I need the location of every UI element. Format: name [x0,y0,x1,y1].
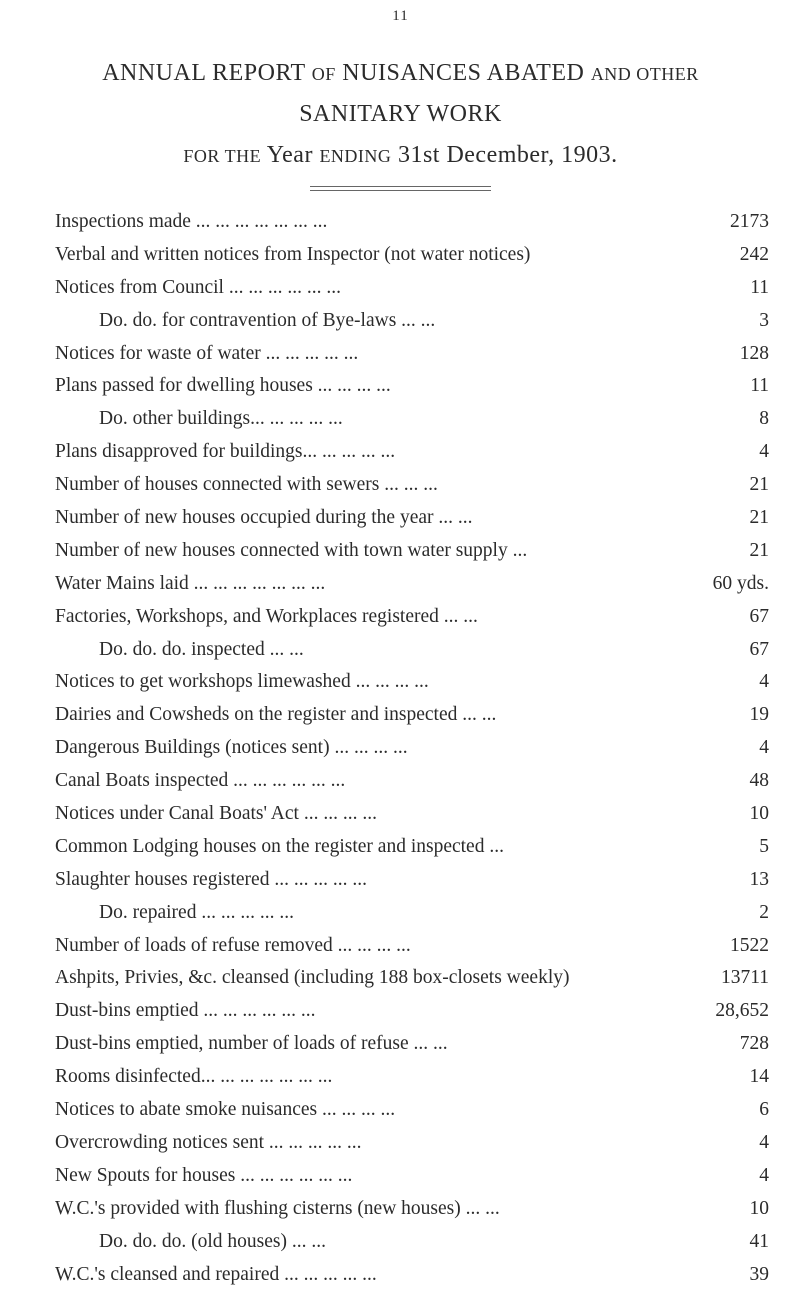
row-value: 67 [749,605,769,627]
row-value: 4 [759,441,769,463]
row-label: Verbal and written notices from Inspector (not water notices) [55,243,531,265]
report-row [55,435,769,468]
report-row [55,896,769,929]
report-row [55,567,769,600]
sanitary-work-list [55,205,769,1290]
report-row [55,731,769,764]
title-of: OF [311,64,336,84]
row-label: Slaughter houses registered ... ... ... ... ... [55,868,367,890]
report-row [55,271,769,304]
report-row [55,534,769,567]
page-number: 11 [392,8,409,24]
row-label: Rooms disinfected... ... ... ... ... ... ... [55,1066,333,1088]
subtitle-year: Year [261,142,320,168]
subtitle-for-the: FOR THE [183,146,262,166]
row-value: 242 [739,243,769,265]
row-value: 11 [750,375,769,397]
row-value: 10 [749,1197,769,1219]
row-value: 13 [749,868,769,890]
row-label: Number of houses connected with sewers ... ... ... [55,474,438,496]
row-label: Plans disapproved for buildings... ... ... ... ... [55,441,396,463]
row-value: 28,652 [715,1000,769,1022]
report-subtitle [0,142,801,169]
report-row [55,600,769,633]
row-value: 6 [759,1099,769,1121]
row-value: 13711 [720,967,769,989]
row-value: 14 [749,1066,769,1088]
subtitle-ending: ENDING [319,146,392,166]
row-label: Do. repaired ... ... ... ... ... [99,901,294,923]
row-label: Notices for waste of water ... ... ... ... ... [55,342,359,364]
row-label: Number of new houses occupied during the year ... ... [55,507,473,529]
row-label: Do. do. do. (old houses) ... ... [99,1230,326,1252]
row-value: 21 [749,539,769,561]
report-row [55,830,769,863]
row-label: Dust-bins emptied ... ... ... ... ... ... [55,1000,316,1022]
row-value: 3 [759,309,769,331]
row-label: Notices to get workshops limewashed ... ... ... ... [55,671,429,693]
row-value: 4 [759,1164,769,1186]
row-value: 4 [759,671,769,693]
row-value: 728 [739,1033,769,1055]
report-title-line-1 [0,60,801,87]
report-row [55,1225,769,1258]
report-row [55,665,769,698]
report-row [55,501,769,534]
row-label: Number of new houses connected with town water supply ... [55,539,528,561]
row-value: 39 [749,1263,769,1285]
row-label: Do. other buildings... ... ... ... ... [99,408,343,430]
row-label: New Spouts for houses ... ... ... ... ... ... [55,1164,353,1186]
report-row [55,1093,769,1126]
row-value: 5 [759,835,769,857]
row-label: Factories, Workshops, and Workplaces registered ... ... [55,605,478,627]
report-row [55,337,769,370]
row-label: Do. do. for contravention of Bye-laws ... ... [99,309,436,331]
row-value: 10 [749,803,769,825]
report-row [55,994,769,1027]
row-label: Ashpits, Privies, &c. cleansed (including 188 box-closets weekly) [55,967,570,989]
report-row [55,633,769,666]
row-value: 128 [739,342,769,364]
report-row [55,402,769,435]
report-row [55,764,769,797]
report-row [55,369,769,402]
report-row [55,1060,769,1093]
row-value: 2173 [730,211,769,232]
row-label: Plans passed for dwelling houses ... ... ... ... [55,375,391,397]
row-label: W.C.'s provided with flushing cisterns (new houses) ... ... [55,1197,500,1219]
report-row [55,205,769,238]
double-rule-top [310,186,491,187]
row-label: Canal Boats inspected ... ... ... ... ... ... [55,770,346,792]
row-label: Notices under Canal Boats' Act ... ... ... ... [55,803,377,825]
row-value: 19 [749,704,769,726]
report-row [55,1126,769,1159]
row-label: Notices to abate smoke nuisances ... ... ... ... [55,1099,396,1121]
row-value: 1522 [730,934,769,956]
row-label: Dangerous Buildings (notices sent) ... ... ... ... [55,737,408,759]
report-row [55,929,769,962]
row-value: 4 [759,1131,769,1153]
report-row [55,1258,769,1291]
row-label: Dust-bins emptied, number of loads of refuse ... ... [55,1033,448,1055]
row-value: 2 [759,901,769,923]
report-row [55,1192,769,1225]
report-row [55,698,769,731]
title-and-other: AND OTHER [590,64,699,84]
row-label: Do. do. do. inspected ... ... [99,638,304,660]
report-row [55,468,769,501]
row-value: 41 [749,1230,769,1252]
row-value: 11 [750,276,769,298]
title-nuisances-abated: NUISANCES ABATED [335,60,591,86]
report-row [55,1159,769,1192]
report-row [55,961,769,994]
report-row [55,1027,769,1060]
row-value: 48 [749,770,769,792]
subtitle-date: 31st December, 1903. [391,142,618,168]
report-row [55,797,769,830]
title-annual-report: ANNUAL REPORT [102,60,312,86]
row-label: Dairies and Cowsheds on the register and inspected ... ... [55,704,497,726]
row-label: Number of loads of refuse removed ... ... ... ... [55,934,411,956]
row-value: 67 [749,638,769,660]
report-row [55,238,769,271]
row-label: Overcrowding notices sent ... ... ... ... ... [55,1131,362,1153]
report-row [55,863,769,896]
row-label: Water Mains laid ... ... ... ... ... ... ... [55,572,326,594]
row-label: Inspections made ... ... ... ... ... ... ... [55,211,328,232]
report-row [55,304,769,337]
report-title-line-2: SANITARY WORK [299,101,502,127]
row-value: 8 [759,408,769,430]
row-value: 60 yds. [712,572,769,594]
row-value: 21 [749,474,769,496]
double-rule-bottom [310,190,491,191]
row-label: Notices from Council ... ... ... ... ... ... [55,276,341,298]
row-label: Common Lodging houses on the register and inspected ... [55,835,504,857]
row-label: W.C.'s cleansed and repaired ... ... ... ... ... [55,1263,377,1285]
row-value: 4 [759,737,769,759]
row-value: 21 [749,507,769,529]
